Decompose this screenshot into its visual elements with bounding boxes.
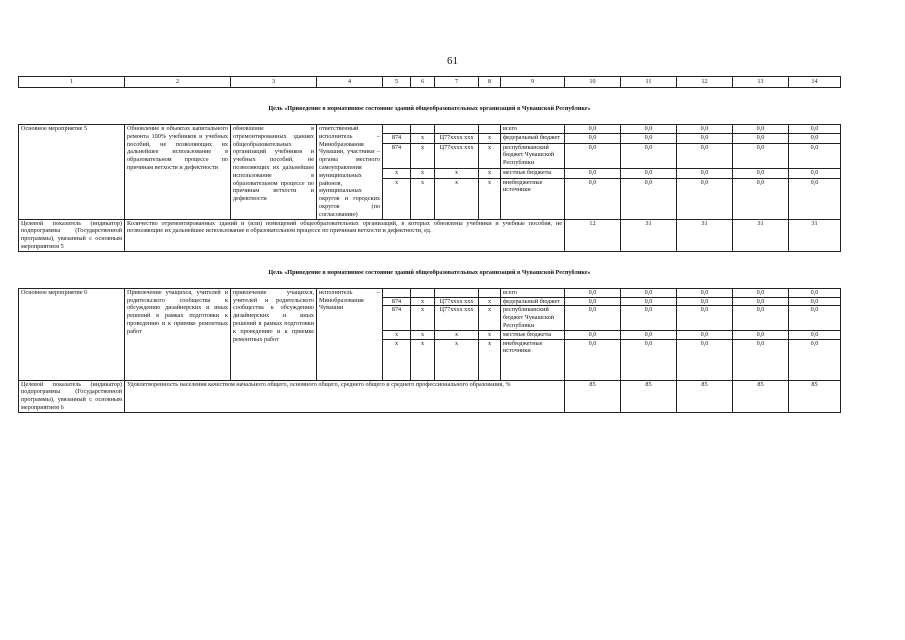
code-section: х [411, 306, 435, 330]
code-section [411, 125, 435, 134]
amount-cell: 0,0 [565, 297, 621, 306]
measure-result: обновление в отремонтированных зданиях общеобразовательных организаций учебников и учебных пособий, не позволяющих их дальнейшее использование в образовательном процессе по причинам ветхости и дефектности [231, 125, 317, 220]
code-grbs: х [383, 169, 411, 178]
amount-cell: 0,0 [621, 169, 677, 178]
indicator-value: 31 [621, 219, 677, 251]
code-grbs: х [383, 178, 411, 219]
code-target [435, 288, 479, 297]
header-cell: 12 [677, 77, 733, 88]
funding-source: внебюджетные источники [501, 178, 565, 219]
amount-cell: 0,0 [733, 143, 789, 169]
amount-cell: 0,0 [789, 330, 841, 339]
code-section: х [411, 178, 435, 219]
amount-cell: 0,0 [565, 143, 621, 169]
amount-cell: 0,0 [733, 125, 789, 134]
amount-cell: 0,0 [677, 339, 733, 380]
amount-cell: 0,0 [789, 178, 841, 219]
funding-source: республиканский бюджет Чувашской Республики [501, 306, 565, 330]
goal-title: Цель «Приведение в нормативное состояние зданий общеобразовательных организаций в Чувашской Республике» [19, 88, 841, 125]
measure-description: Привлечение учащихся, учителей и родительского сообщества к обсуждению дизайнерских и иных решений в рамках подготовки к проведению и к приемке ремонтных работ [125, 288, 231, 380]
code-section: х [411, 169, 435, 178]
amount-cell: 0,0 [789, 288, 841, 297]
header-cell: 13 [733, 77, 789, 88]
indicator-value: 85 [677, 380, 733, 412]
indicator-value: 31 [677, 219, 733, 251]
amount-cell: 0,0 [789, 306, 841, 330]
indicator-row [19, 219, 841, 251]
amount-cell: 0,0 [677, 169, 733, 178]
amount-cell: 0,0 [789, 297, 841, 306]
header-cell: 11 [621, 77, 677, 88]
amount-cell: 0,0 [621, 134, 677, 143]
code-section: х [411, 339, 435, 380]
amount-cell: 0,0 [733, 306, 789, 330]
indicator-value: 85 [733, 380, 789, 412]
amount-cell: 0,0 [621, 288, 677, 297]
amount-cell: 0,0 [565, 288, 621, 297]
code-type: х [479, 143, 501, 169]
amount-cell: 0,0 [789, 134, 841, 143]
code-target: х [435, 330, 479, 339]
code-grbs: х [383, 339, 411, 380]
header-cell: 1 [19, 77, 125, 88]
code-target: Ц77хххх ххх [435, 297, 479, 306]
goal-row [19, 251, 841, 288]
amount-cell: 0,0 [621, 297, 677, 306]
amount-cell: 0,0 [621, 306, 677, 330]
funding-source: республиканский бюджет Чувашской Республики [501, 143, 565, 169]
amount-cell: 0,0 [733, 330, 789, 339]
header-cell: 4 [317, 77, 383, 88]
header-row [19, 77, 841, 88]
funding-source: всего [501, 288, 565, 297]
header-cell: 14 [789, 77, 841, 88]
funding-source: местные бюджеты [501, 330, 565, 339]
code-type: х [479, 134, 501, 143]
amount-cell: 0,0 [733, 339, 789, 380]
amount-cell: 0,0 [789, 143, 841, 169]
funding-source: федеральный бюджет [501, 134, 565, 143]
code-grbs [383, 125, 411, 134]
measure-executor: исполнитель – Минобразования Чувашии [317, 288, 383, 380]
measure-name: Основное мероприятие 6 [19, 288, 125, 380]
header-cell: 6 [411, 77, 435, 88]
code-target [435, 125, 479, 134]
header-cell: 10 [565, 77, 621, 88]
header-cell: 7 [435, 77, 479, 88]
indicator-value: 12 [565, 219, 621, 251]
amount-cell: 0,0 [621, 125, 677, 134]
code-type [479, 125, 501, 134]
measure-name: Основное мероприятие 5 [19, 125, 125, 220]
code-target: Ц77хххх ххх [435, 306, 479, 330]
goal-title: Цель «Приведение в нормативное состояние зданий общеобразовательных организаций в Чувашской Республике» [19, 251, 841, 288]
code-grbs: 874 [383, 306, 411, 330]
amount-cell: 0,0 [789, 339, 841, 380]
amount-cell: 0,0 [677, 125, 733, 134]
amount-cell: 0,0 [621, 143, 677, 169]
amount-cell: 0,0 [677, 134, 733, 143]
goal-row [19, 88, 841, 125]
code-grbs: 874 [383, 134, 411, 143]
code-grbs: 874 [383, 143, 411, 169]
code-target: Ц77хххх ххх [435, 134, 479, 143]
funding-source: федеральный бюджет [501, 297, 565, 306]
amount-cell: 0,0 [677, 330, 733, 339]
amount-cell: 0,0 [733, 169, 789, 178]
code-type [479, 288, 501, 297]
amount-cell: 0,0 [733, 178, 789, 219]
code-section: х [411, 330, 435, 339]
indicator-row [19, 380, 841, 412]
header-cell: 3 [231, 77, 317, 88]
indicator-value: 31 [789, 219, 841, 251]
funding-source: внебюджетные источники [501, 339, 565, 380]
code-type: х [479, 297, 501, 306]
header-cell: 5 [383, 77, 411, 88]
amount-cell: 0,0 [789, 125, 841, 134]
header-cell: 8 [479, 77, 501, 88]
amount-cell: 0,0 [677, 297, 733, 306]
funding-source: местные бюджеты [501, 169, 565, 178]
code-target: х [435, 339, 479, 380]
code-type: х [479, 330, 501, 339]
amount-cell: 0,0 [733, 288, 789, 297]
amount-cell: 0,0 [677, 306, 733, 330]
indicator-label: Целевой показатель (индикатор) подпрограммы (Государственной программы), увязанный с основным мероприятием 6 [19, 380, 125, 412]
code-grbs: х [383, 330, 411, 339]
amount-cell: 0,0 [565, 339, 621, 380]
code-type: х [479, 178, 501, 219]
funding-source: всего [501, 125, 565, 134]
program-table [18, 76, 841, 413]
indicator-value: 31 [733, 219, 789, 251]
header-cell: 2 [125, 77, 231, 88]
code-target: х [435, 169, 479, 178]
table-row [19, 125, 841, 134]
measure-executor: ответственный исполнитель – Минобразования Чувашии, участники – органы местного самоуправления муниципальных районов, муниципальных округов и городских округов (по согласованию) [317, 125, 383, 220]
amount-cell: 0,0 [565, 125, 621, 134]
indicator-value: 85 [565, 380, 621, 412]
amount-cell: 0,0 [621, 330, 677, 339]
indicator-label: Целевой показатель (индикатор) подпрограммы (Государственной программы), увязанный с основным мероприятием 5 [19, 219, 125, 251]
amount-cell: 0,0 [565, 169, 621, 178]
measure-description: Обновление в объектах капитального ремонта 100% учебников и учебных пособий, не позволяющих их дальнейшее использование в образовательном процессе по причинам ветхости и дефектности [125, 125, 231, 220]
code-section [411, 288, 435, 297]
amount-cell: 0,0 [733, 134, 789, 143]
amount-cell: 0,0 [733, 297, 789, 306]
amount-cell: 0,0 [789, 169, 841, 178]
amount-cell: 0,0 [677, 178, 733, 219]
code-target: Ц77хххх ххх [435, 143, 479, 169]
code-type: х [479, 306, 501, 330]
code-grbs [383, 288, 411, 297]
amount-cell: 0,0 [565, 134, 621, 143]
indicator-value: 85 [621, 380, 677, 412]
code-type: х [479, 169, 501, 178]
indicator-text: Количество отремонтированных зданий и (или) помещений общеобразовательных организаций, в которых обновлены учебники и учебные пособия, не позволяющие их дальнейшее использование в образовательном процессе по причинам ветхости и дефектности, ед. [125, 219, 565, 251]
amount-cell: 0,0 [565, 306, 621, 330]
amount-cell: 0,0 [677, 143, 733, 169]
code-section: х [411, 297, 435, 306]
table-row [19, 288, 841, 297]
indicator-value: 85 [789, 380, 841, 412]
code-section: х [411, 134, 435, 143]
amount-cell: 0,0 [621, 178, 677, 219]
indicator-text: Удовлетворенность населения качеством начального общего, основного общего, среднего общего и среднего профессионального образования, % [125, 380, 565, 412]
amount-cell: 0,0 [565, 330, 621, 339]
header-cell: 9 [501, 77, 565, 88]
code-section: х [411, 143, 435, 169]
amount-cell: 0,0 [565, 178, 621, 219]
amount-cell: 0,0 [677, 288, 733, 297]
amount-cell: 0,0 [621, 339, 677, 380]
measure-result: привлечение учащихся, учителей и родительского сообщества к обсуждению дизайнерских и иных решений в рамках подготовки к проведению и к приемке ремонтных работ [231, 288, 317, 380]
code-grbs: 874 [383, 297, 411, 306]
code-target: х [435, 178, 479, 219]
code-type: х [479, 339, 501, 380]
page-number: 61 [447, 55, 458, 67]
